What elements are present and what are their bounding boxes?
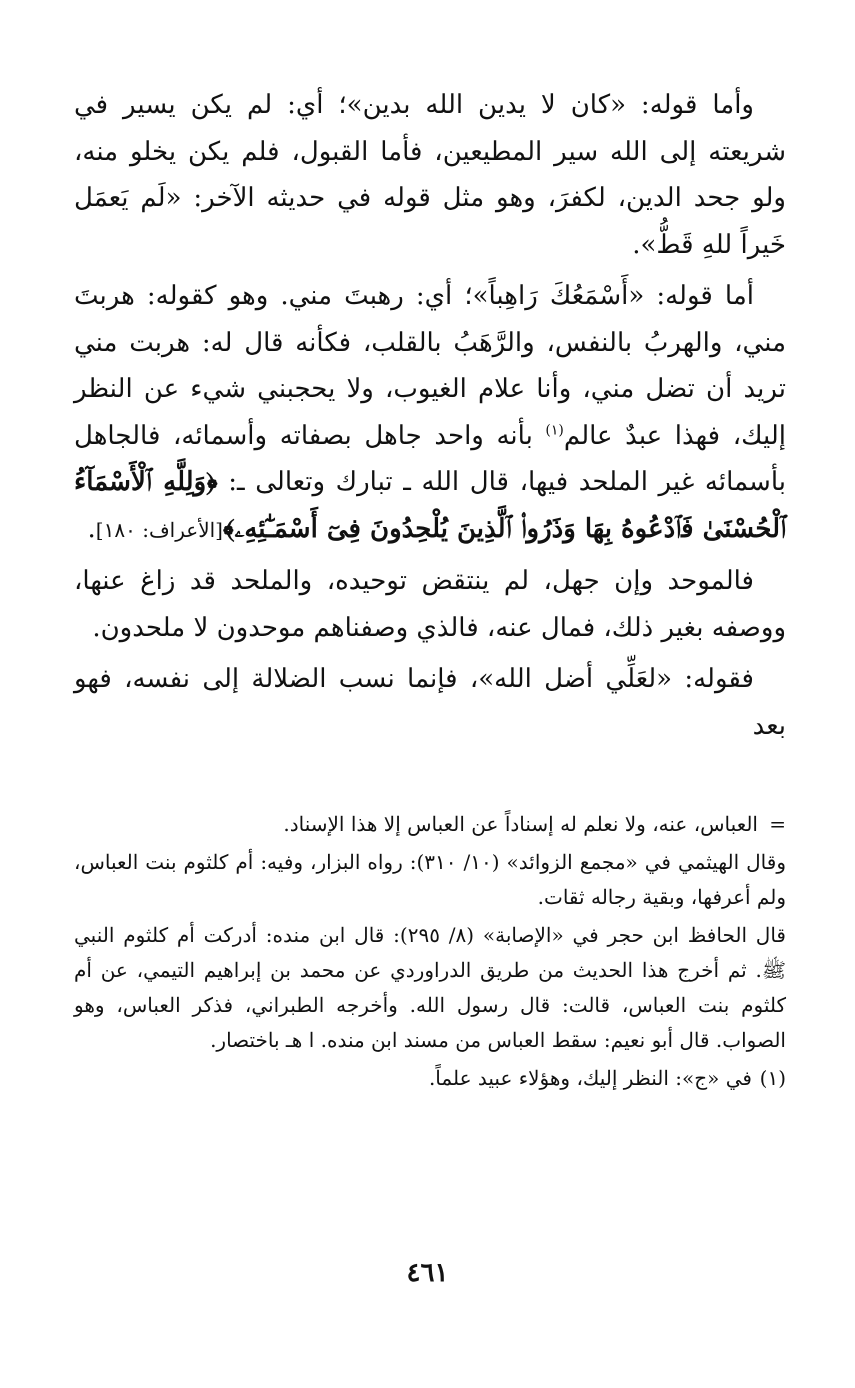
- quran-verse: ﴿وَلِلَّهِ ٱلْأَسْمَآءُ ٱلْحُسْنَىٰ فَٱدْعُوهُ بِهَا وَذَرُوا۟ ٱلَّذِينَ يُلْحِدُونَ فِىٓ أَسْمَـٰٓئِهِۦ﴾: [74, 467, 786, 544]
- paragraph-4: [74, 656, 786, 749]
- paragraph-3: فالموحد وإن جهل، لم ينتقض توحيده، والملحد قد زاغ عنها، ووصفه بغير ذلك، فمال عنه، فالذي وصفناهم موحدون لا ملحدون.: [74, 566, 786, 643]
- verse-reference: [الأعراف: ١٨٠]: [95, 517, 223, 542]
- hadith-quote-2: «أَسْمَعُكَ رَاهِباً»: [472, 281, 645, 311]
- footnote-para-a: وقال الهيثمي في «مجمع الزوائد» (١٠/ ٣١٠): رواه البزار، وفيه: أم كلثوم بنت العباس، ولم أعرفها، وبقية رجاله ثقات.: [74, 850, 786, 909]
- page-number: ٤٦١: [406, 1258, 449, 1288]
- hadith-quote-3: «لعَلِّي أضل الله»: [478, 664, 673, 694]
- footnote-1-text: في «ج»: النظر إليك، وهؤلاء عبيد علماً.: [428, 1066, 752, 1090]
- page-body: [74, 82, 786, 1096]
- main-text: [74, 82, 786, 749]
- footnote-para-b: قال الحافظ ابن حجر في «الإصابة» (٨/ ٢٩٥): قال ابن منده: أدركت أم كلثوم النبي ﷺ. ثم أخرج هذا الحديث من طريق الدراوردي عن محمد بن إبراهيم التيمي، عن أم كلثوم بنت العباس، قالت: قال رسول الله. وأخرجه الطبراني، فذكر العباس، وهو الصواب. قال أبو نعيم: سقط العباس من مسند ابن منده. ا هـ باختصار.: [74, 923, 786, 1052]
- paragraph-1: [74, 82, 786, 268]
- paragraph-2-end: .: [87, 513, 96, 544]
- footnote-ref-1[interactable]: (١): [545, 421, 564, 438]
- paragraph-2-lead: أما قوله:: [644, 281, 754, 311]
- footnotes: [74, 807, 786, 1096]
- footnote-continuation-text: العباس، عنه، ولا نعلم له إسناداً عن العباس إلا هذا الإسناد.: [283, 812, 758, 836]
- paragraph-1-text: وأما قوله: «كان لا يدين الله بدين»؛ أي: لم يكن يسير في شريعته إلى الله سير المطيعين، فأما القبول، فلم يكن يخلو منه، ولو جحد الدين، لكفرَ، وهو مثل قوله في حديثه الآخر:: [74, 90, 786, 213]
- paragraph-2-continued: بأنه واحد جاهل بصفاته وأسمائه، فالجاهل بأسمائه غير الملحد فيها، قال الله ـ تبارك وتعالى ـ:: [74, 420, 786, 497]
- paragraph-4-lead: فقوله:: [672, 664, 754, 694]
- paragraph-2-text: ؛ أي: رهبتَ مني. وهو كقوله: هربتَ مني، والهربُ بالنفس، والرَّهَبُ بالقلب، فكأنه قال له: هربت مني تريد أن تضل مني، وأنا علام الغيوب، ولا يحجبني شيء عن النظر إليك، فهذا عبدٌ عالم: [74, 281, 786, 451]
- hadith-quote-1: «لَم يَعمَل خَيراً للهِ قَطُّ»: [74, 183, 786, 260]
- footnote-continuation: [74, 807, 786, 842]
- paragraph-2: [74, 273, 786, 553]
- footnote-1-number: (١): [759, 1066, 786, 1090]
- footnote-1: [74, 1061, 786, 1096]
- continuation-marker: =: [769, 812, 786, 836]
- paragraph-1-end: .: [632, 229, 641, 260]
- paragraph-4-text: ، فإنما نسب الضلالة إلى نفسه، فهو بعد: [74, 664, 786, 741]
